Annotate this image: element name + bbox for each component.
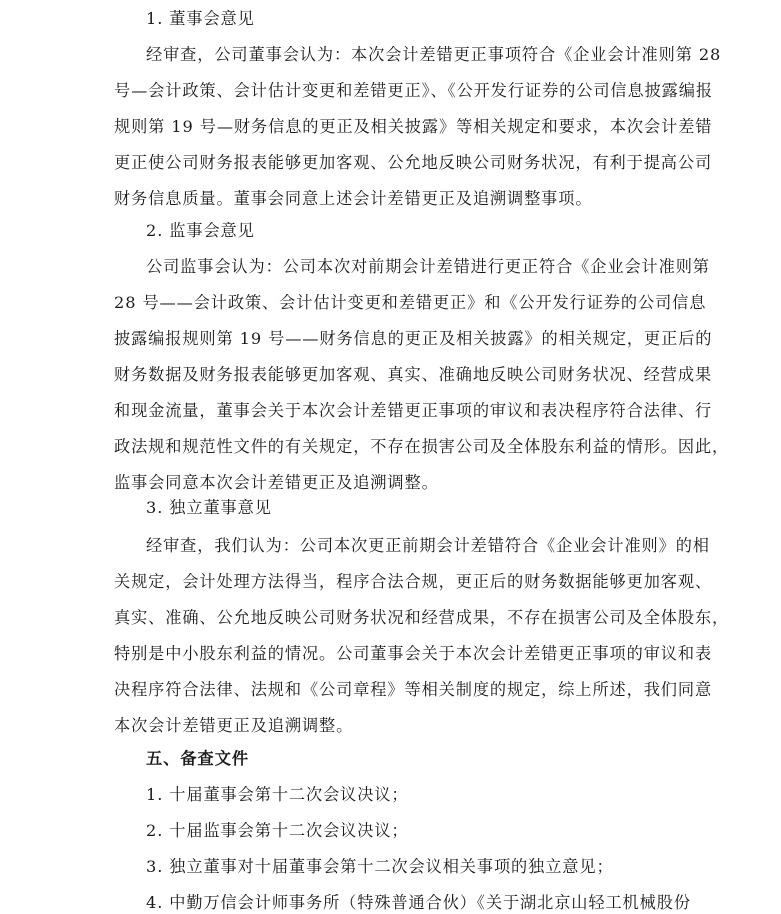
reference-item: 4. 中勤万信会计师事务所（特殊普通合伙）《关于湖北京山轻工机械股份: [146, 893, 691, 912]
paragraph-line: 和现金流量，董事会关于本次会计差错更正事项的审议和表决程序符合法律、行: [114, 401, 713, 420]
paragraph-line: 特别是中小股东利益的情况。公司董事会关于本次会计差错更正事项的审议和表: [114, 644, 713, 663]
section-heading-independent: 3. 独立董事意见: [146, 498, 272, 517]
paragraph-line: 经审查，公司董事会认为：本次会计差错更正事项符合《企业会计准则第 28: [146, 45, 722, 64]
paragraph-line: 政法规和规范性文件的有关规定，不存在损害公司及全体股东利益的情形。因此，: [114, 437, 730, 456]
section-heading-reference-docs: 五、备查文件: [146, 749, 250, 768]
paragraph-line: 28 号——会计政策、会计估计变更和差错更正》和《公开发行证券的公司信息: [114, 293, 707, 312]
reference-item: 1. 十届董事会第十二次会议决议；: [146, 785, 409, 804]
paragraph-line: 更正使公司财务报表能够更加客观、公允地反映公司财务状况，有利于提高公司: [114, 153, 713, 172]
paragraph-line: 决程序符合法律、法规和《公司章程》等相关制度的规定，综上所述，我们同意: [114, 680, 713, 699]
reference-item: 2. 十届监事会第十二次会议决议；: [146, 821, 409, 840]
paragraph-line: 规则第 19 号—财务信息的更正及相关披露》等相关规定和要求，本次会计差错: [114, 117, 713, 136]
paragraph-line: 关规定，会计处理方法得当，程序合法合规，更正后的财务数据能够更加客观、: [114, 572, 713, 591]
paragraph-line: 公司监事会认为：公司本次对前期会计差错进行更正符合《企业会计准则第: [146, 257, 710, 276]
paragraph-line: 经审查，我们认为：公司本次更正前期会计差错符合《企业会计准则》的相: [146, 536, 710, 555]
paragraph-line: 本次会计差错更正及追溯调整。: [114, 716, 354, 735]
section-heading-board: 1. 董事会意见: [146, 9, 255, 28]
paragraph-line: 财务数据及财务报表能够更加客观、真实、准确地反映公司财务状况、经营成果: [114, 365, 713, 384]
paragraph-line: 披露编报规则第 19 号——财务信息的更正及相关披露》的相关规定，更正后的: [114, 329, 713, 348]
paragraph-line: 监事会同意本次会计差错更正及追溯调整。: [114, 473, 439, 492]
paragraph-line: 号—会计政策、会计估计变更和差错更正》、《公开发行证券的公司信息披露编报: [114, 81, 713, 100]
paragraph-line: 真实、准确、公允地反映公司财务状况和经营成果，不存在损害公司及全体股东，: [114, 608, 730, 627]
reference-item: 3. 独立董事对十届董事会第十二次会议相关事项的独立意见；: [146, 857, 614, 876]
paragraph-line: 财务信息质量。董事会同意上述会计差错更正及追溯调整事项。: [114, 189, 593, 208]
section-heading-supervisory: 2. 监事会意见: [146, 221, 255, 240]
